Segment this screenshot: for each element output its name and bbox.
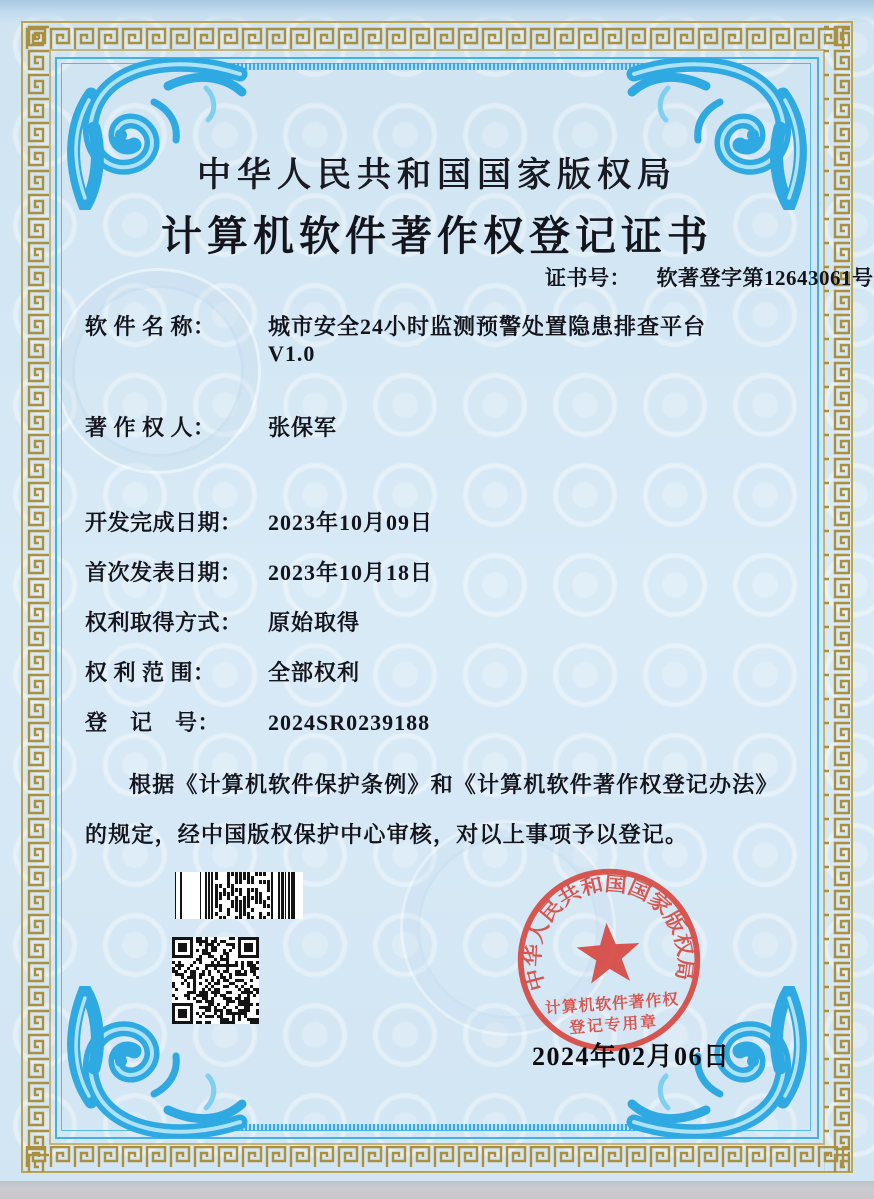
field-label: 权利取得方式： [85, 610, 243, 635]
qr-code-icon [172, 937, 259, 1024]
certificate-number-value: 软著登字第12643061号 [656, 266, 874, 290]
field-value: 城市安全24小时监测预警处置隐患排查平台 [268, 314, 707, 339]
field-label: 首次发表日期： [85, 560, 243, 585]
field-value: 全部权利 [268, 660, 361, 685]
seal-ring-text: 中华人民共和国国家版权局 [522, 873, 696, 993]
field-row-dev-complete-date [85, 506, 433, 537]
field-label: 软 件 名 称： [85, 314, 216, 339]
photo-bottom-edge [0, 1181, 874, 1199]
seal-inner-line1: 计算机软件著作权 [544, 991, 680, 1018]
guilloche-band-bottom [225, 1124, 649, 1131]
certificate-number [545, 262, 874, 292]
issue-date: 2024年02月06日 [532, 1042, 731, 1071]
certificate-number-label: 证书号： [545, 266, 631, 290]
issuing-authority: 中华人民共和国国家版权局 [197, 157, 677, 194]
certificate-title: 计算机软件著作权登记证书 [161, 213, 713, 259]
field-value: 张保军 [268, 415, 338, 440]
field-value: 2023年10月18日 [268, 560, 434, 585]
red-star-icon [575, 920, 642, 984]
field-row-copyright-owner [85, 411, 337, 442]
barcode-icon [175, 872, 303, 919]
field-row-rights-acquisition [85, 606, 360, 637]
field-row-first-publish-date [85, 556, 433, 587]
field-label: 著 作 权 人： [85, 415, 216, 440]
field-value: 2023年10月09日 [268, 510, 434, 535]
field-label: 登 记 号： [85, 710, 221, 735]
registration-statement: 根据《计算机软件保护条例》和《计算机软件著作权登记办法》的规定，经中国版权保护中心审核，对以上事项予以登记。 [85, 772, 779, 847]
guilloche-band-top [225, 63, 649, 70]
field-row-rights-scope [85, 656, 360, 687]
field-row-registration-number [85, 706, 430, 737]
official-seal-stamp [513, 864, 705, 1056]
field-value-line2: V1.0 [268, 341, 316, 366]
field-row-software-name [85, 310, 706, 367]
field-label: 权 利 范 围： [85, 660, 216, 685]
seal-inner-line2: 登记专用章 [568, 1013, 659, 1037]
field-value: 原始取得 [268, 610, 361, 635]
field-value: 2024SR0239188 [268, 710, 431, 735]
field-label: 开发完成日期： [85, 510, 243, 535]
